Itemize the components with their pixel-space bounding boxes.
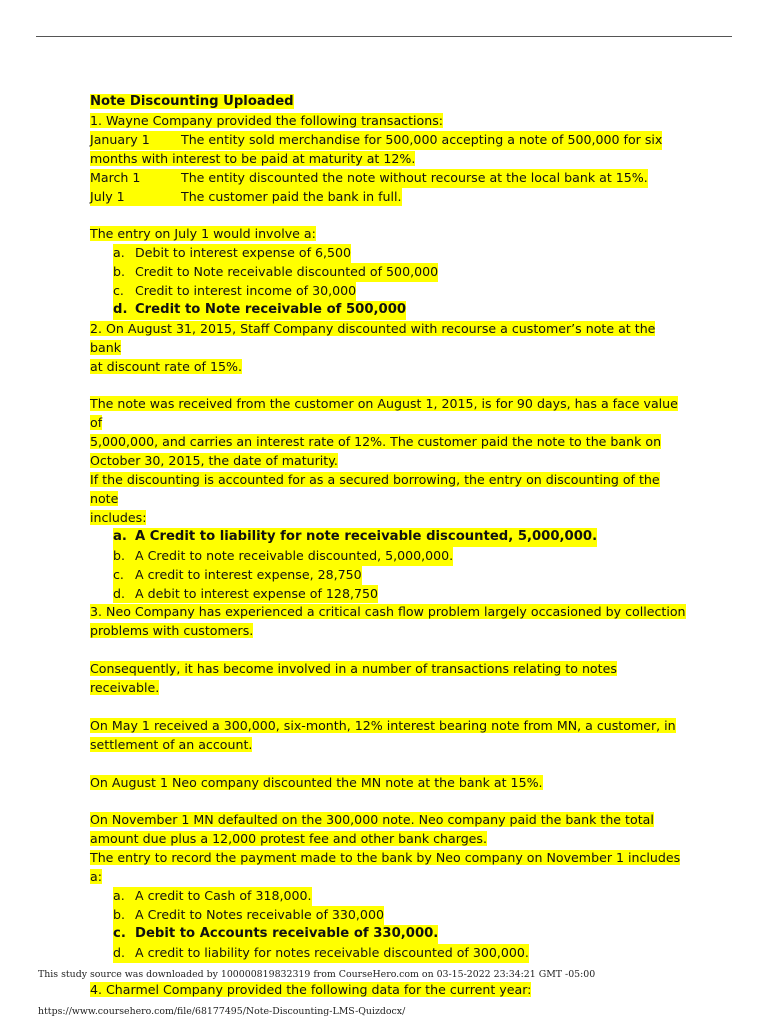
q1-option-d-answer: d. Credit to Note receivable of 500,000 <box>90 301 690 320</box>
q3-para-4b: amount due plus a 12,000 protest fee and other bank charges. <box>90 831 487 847</box>
q1-option-c: c. Credit to interest income of 30,000 <box>90 282 690 301</box>
q3-para-5a: The entry to record the payment made to the bank by Neo company on November 1 includes <box>90 850 681 866</box>
q3-para-4a: On November 1 MN defaulted on the 300,000 note. Neo company paid the bank the total <box>90 812 654 828</box>
q2-line-1: 2. On August 31, 2015, Staff Company discounted with recourse a customer’s note at the bank <box>90 320 656 355</box>
document-body <box>90 92 690 1000</box>
q2-para-2: 5,000,000, and carries an interest rate of 12%. The customer paid the note to the bank on <box>90 434 662 450</box>
q3-para-2a: On May 1 received a 300,000, six-month, 12% interest bearing note from MN, a customer, in <box>90 717 676 733</box>
q3-para-1: Consequently, it has become involved in a number of transactions relating to notes receivable. <box>90 661 617 696</box>
q1-transaction-3: July 1 The customer paid the bank in full. <box>90 188 690 207</box>
q1-transaction-1: January 1 The entity sold merchandise for 500,000 accepting a note of 500,000 for six <box>90 131 690 150</box>
q4-line-1: 4. Charmel Company provided the following data for the current year: <box>90 982 532 998</box>
q2-option-d: d. A debit to interest expense of 128,750 <box>90 585 690 604</box>
q3-para-3: On August 1 Neo company discounted the MN note at the bank at 15%. <box>90 774 543 790</box>
source-url[interactable]: https://www.coursehero.com/file/68177495/Note-Discounting-LMS-Quizdocx/ <box>38 1006 406 1017</box>
q3-para-5b: a: <box>90 869 102 885</box>
q3-option-d: d. A credit to liability for notes receivable discounted of 300,000. <box>90 944 690 963</box>
q2-option-a-answer: a. A Credit to liability for note receivable discounted, 5,000,000. <box>90 528 690 547</box>
q2-option-c: c. A credit to interest expense, 28,750 <box>90 566 690 585</box>
top-rule <box>36 36 732 37</box>
q2-para-1: The note was received from the customer on August 1, 2015, is for 90 days, has a face value of <box>90 396 678 431</box>
q3-para-2b: settlement of an account. <box>90 736 253 752</box>
q2-line-2: at discount rate of 15%. <box>90 358 242 374</box>
download-notice: This study source was downloaded by 100000819832319 from CourseHero.com on 03-15-2022 23:34:21 GMT -05:00 <box>38 969 596 980</box>
q3-option-c-answer: c. Debit to Accounts receivable of 330,000. <box>90 925 690 944</box>
doc-title: Note Discounting Uploaded <box>90 94 294 109</box>
q1-option-a: a. Debit to interest expense of 6,500 <box>90 244 690 263</box>
q3-option-a: a. A credit to Cash of 318,000. <box>90 887 690 906</box>
q2-option-b: b. A Credit to note receivable discounted, 5,000,000. <box>90 547 690 566</box>
q2-para-3: October 30, 2015, the date of maturity. <box>90 453 338 469</box>
q1-transaction-1-cont: months with interest to be paid at maturity at 12%. <box>90 150 416 166</box>
q1-option-b: b. Credit to Note receivable discounted of 500,000 <box>90 263 690 282</box>
q1-question: The entry on July 1 would involve a: <box>90 226 316 242</box>
q2-para-5: includes: <box>90 509 147 525</box>
q2-para-4: If the discounting is accounted for as a secured borrowing, the entry on discounting of the note <box>90 472 660 506</box>
q3-line-2: problems with customers. <box>90 623 254 639</box>
q1-transaction-2: March 1 The entity discounted the note without recourse at the local bank at 15%. <box>90 169 690 188</box>
q3-option-b: b. A Credit to Notes receivable of 330,000 <box>90 906 690 925</box>
q1-intro: 1. Wayne Company provided the following transactions: <box>90 112 444 128</box>
q3-line-1: 3. Neo Company has experienced a critical cash flow problem largely occasioned by collection <box>90 604 686 620</box>
